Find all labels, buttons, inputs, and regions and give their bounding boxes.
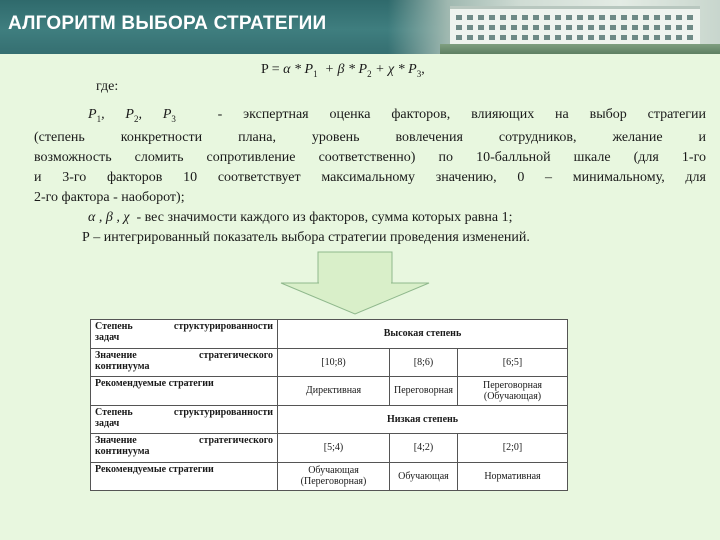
continuum-label: Значение стратегического континуума — [91, 348, 278, 377]
table-row — [91, 320, 568, 349]
range-cell: [2;0] — [457, 434, 567, 463]
where-label: где: — [96, 79, 119, 94]
factors-line-1: $P_1$, $P_2$, $P_3$ - экспертная оценка факторов, влияющих на выбор стратегии — [88, 107, 707, 124]
formula-sub-1: 1 — [313, 68, 318, 79]
range-cell: [8;6) — [389, 348, 457, 377]
weights-text: - вес значимости каждого из факторов, сумма которых равна 1; — [136, 210, 513, 225]
strategy-cell: Переговорная (Обучающая) — [457, 377, 567, 406]
factors-line-3: возможность сломить сопротивление соответственно) по 10-балльной шкале (для 1-го — [34, 150, 706, 165]
integrated-indicator-line: Р – интегрированный показатель выбора стратегии проведения изменений. — [82, 230, 530, 245]
strategy-cell: Обучающая (Переговорная) — [278, 462, 390, 491]
formula-sub-2: 2 — [367, 68, 372, 79]
recommended-label: Рекомендуемые стратегии — [91, 462, 278, 491]
structuring-label: Степень структурированности задач — [91, 320, 278, 349]
title-banner — [0, 0, 720, 54]
strategy-cell: Переговорная — [389, 377, 457, 406]
table-row — [91, 434, 568, 463]
range-cell: [10;8) — [278, 348, 390, 377]
low-degree-heading: Низкая степень — [278, 405, 568, 434]
high-degree-heading: Высокая степень — [278, 320, 568, 349]
factors-line-4: и 3-го факторов 10 соответствует максимальному значению, 0 – минимальному, для — [34, 170, 706, 185]
factors-text: - экспертная оценка факторов, влияющих на выбор стратегии — [217, 107, 707, 122]
factors-line-5: 2-го фактора - наоборот); — [34, 190, 185, 205]
continuum-label: Значение стратегического континуума — [91, 434, 278, 463]
formula-term-3: + χ * P — [375, 62, 417, 77]
strategy-cell: Обучающая — [389, 462, 457, 491]
formula — [261, 62, 425, 79]
factors-line-2: (степень конкретности плана, уровень вовлечения сотрудников, желание и — [34, 130, 706, 145]
trees-strip — [440, 44, 720, 54]
formula-lhs: P = — [261, 62, 280, 77]
range-cell: [4;2) — [389, 434, 457, 463]
recommended-label: Рекомендуемые стратегии — [91, 377, 278, 406]
table-row — [91, 377, 568, 406]
strategy-table — [90, 319, 568, 491]
weights-line — [88, 209, 513, 227]
formula-end: , — [421, 62, 425, 77]
structuring-label: Степень структурированности задач — [91, 405, 278, 434]
range-cell: [5;4) — [278, 434, 390, 463]
range-cell: [6;5] — [457, 348, 567, 377]
strategy-cell: Нормативная — [457, 462, 567, 491]
down-arrow-icon — [280, 251, 430, 315]
table-row — [91, 348, 568, 377]
strategy-cell: Директивная — [278, 377, 390, 406]
formula-term-2: + β * P — [324, 62, 368, 77]
table-row — [91, 462, 568, 491]
formula-term-1: α * P — [283, 62, 314, 77]
weights-symbols: α , β , χ — [88, 210, 130, 225]
table-row — [91, 405, 568, 434]
page-title: АЛГОРИТМ ВЫБОРА СТРАТЕГИИ — [8, 13, 327, 34]
formula-sub-3: 3 — [416, 68, 422, 79]
